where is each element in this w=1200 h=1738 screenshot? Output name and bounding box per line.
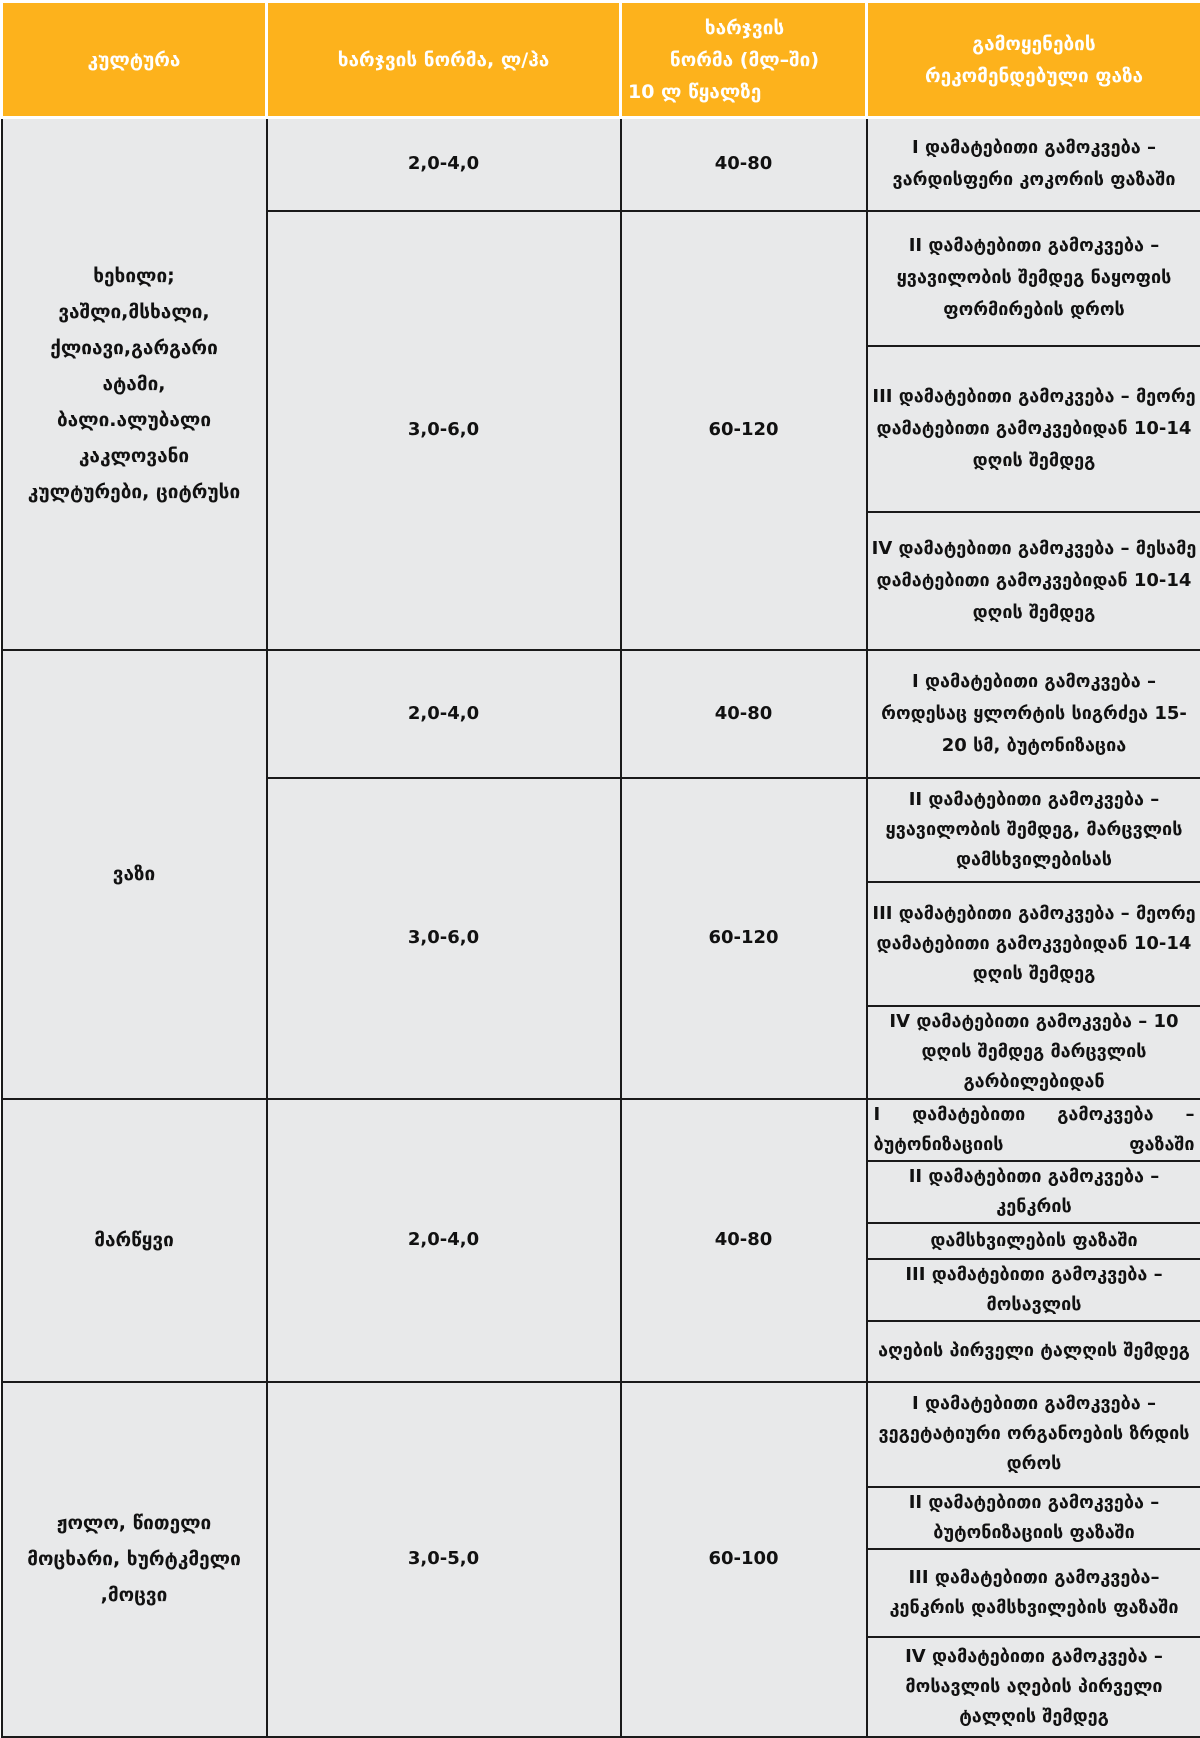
header-rate-l-ha: ხარჯვის ნორმა, ლ/ჰა (267, 2, 621, 118)
phase-cell: I დამატებითი გამოკვება – ვეგეტატიური ორგანოების ზრდის დროს (867, 1382, 1200, 1487)
rate-ml-cell: 60-120 (621, 211, 867, 650)
rate-l-ha-cell: 3,0-5,0 (267, 1382, 621, 1737)
header-phase-line1: გამოყენების (872, 28, 1196, 60)
phase-cell: აღების პირველი ტალღის შემდეგ (867, 1321, 1200, 1382)
phase-cell: I დამატებითი გამოკვება – ვარდისფერი კოკორის ფაზაში (867, 118, 1200, 211)
header-phase (867, 2, 1200, 118)
rate-ml-cell: 40-80 (621, 650, 867, 778)
header-rate-ml-line3: 10 ლ წყალზე (628, 76, 861, 108)
header-culture: კულტურა (2, 2, 267, 118)
phase-cell: III დამატებითი გამოკვება – მოსავლის (867, 1259, 1200, 1321)
header-row (2, 2, 1200, 118)
phase-cell: III დამატებითი გამოკვება– კენკრის დამსხვილების ფაზაში (867, 1549, 1200, 1637)
phase-cell: II დამატებითი გამოკვება – ყვავილობის შემდეგ, მარცვლის დამსხვილებისას (867, 778, 1200, 882)
rate-ml-cell: 40-80 (621, 118, 867, 211)
phase-cell: დამსხვილების ფაზაში (867, 1223, 1200, 1259)
rate-ml-cell: 40-80 (621, 1099, 867, 1382)
rate-l-ha-cell: 3,0-6,0 (267, 211, 621, 650)
phase-cell: IV დამატებითი გამოკვება – მოსავლის აღების პირველი ტალღის შემდეგ (867, 1637, 1200, 1737)
culture-cell-berries: ჟოლო, წითელი მოცხარი, ხურტკმელი ,მოცვი (2, 1382, 267, 1737)
phase-cell: I დამატებითი გამოკვება – როდესაც ყლორტის სიგრძეა 15-20 სმ, ბუტონიზაცია (867, 650, 1200, 778)
phase-cell: I დამატებითი გამოკვება – ბუტონიზაციის ფაზაში (867, 1099, 1200, 1161)
table-row (2, 650, 1200, 778)
rate-ml-cell: 60-120 (621, 778, 867, 1099)
culture-cell-grapevine: ვაზი (2, 650, 267, 1099)
header-rate-ml-line2: ნორმა (მლ–ში) (628, 44, 861, 76)
rate-l-ha-cell: 2,0-4,0 (267, 118, 621, 211)
table-row (2, 1382, 1200, 1487)
rate-l-ha-cell: 2,0-4,0 (267, 1099, 621, 1382)
phase-cell: III დამატებითი გამოკვება – მეორე დამატებითი გამოკვებიდან 10-14 დღის შემდეგ (867, 346, 1200, 512)
phase-cell: II დამატებითი გამოკვება – კენკრის (867, 1161, 1200, 1223)
table-row (2, 1099, 1200, 1161)
phase-cell: III დამატებითი გამოკვება – მეორე დამატებითი გამოკვებიდან 10-14 დღის შემდეგ (867, 882, 1200, 1006)
rate-l-ha-cell: 2,0-4,0 (267, 650, 621, 778)
culture-cell-fruit-trees: ხეხილი; ვაშლი,მსხალი, ქლიავი,გარგარი ატამი, ბალი.ალუბალი კაკლოვანი კულტურები, ციტრუსი (2, 118, 267, 650)
phase-cell: II დამატებითი გამოკვება – ყვავილობის შემდეგ ნაყოფის ფორმირების დროს (867, 211, 1200, 346)
phase-cell: IV დამატებითი გამოკვება – 10 დღის შემდეგ მარცვლის გარბილებიდან (867, 1006, 1200, 1099)
header-rate-ml-line1: ხარჯვის (628, 12, 861, 44)
phase-cell: IV დამატებითი გამოკვება – მესამე დამატებითი გამოკვებიდან 10-14 დღის შემდეგ (867, 512, 1200, 650)
rate-ml-cell: 60-100 (621, 1382, 867, 1737)
table-row (2, 118, 1200, 211)
culture-cell-strawberry: მარწყვი (2, 1099, 267, 1382)
phase-cell: II დამატებითი გამოკვება – ბუტონიზაციის ფაზაში (867, 1487, 1200, 1549)
header-rate-ml (621, 2, 867, 118)
header-phase-line2: რეკომენდებული ფაზა (872, 60, 1196, 92)
rate-l-ha-cell: 3,0-6,0 (267, 778, 621, 1099)
